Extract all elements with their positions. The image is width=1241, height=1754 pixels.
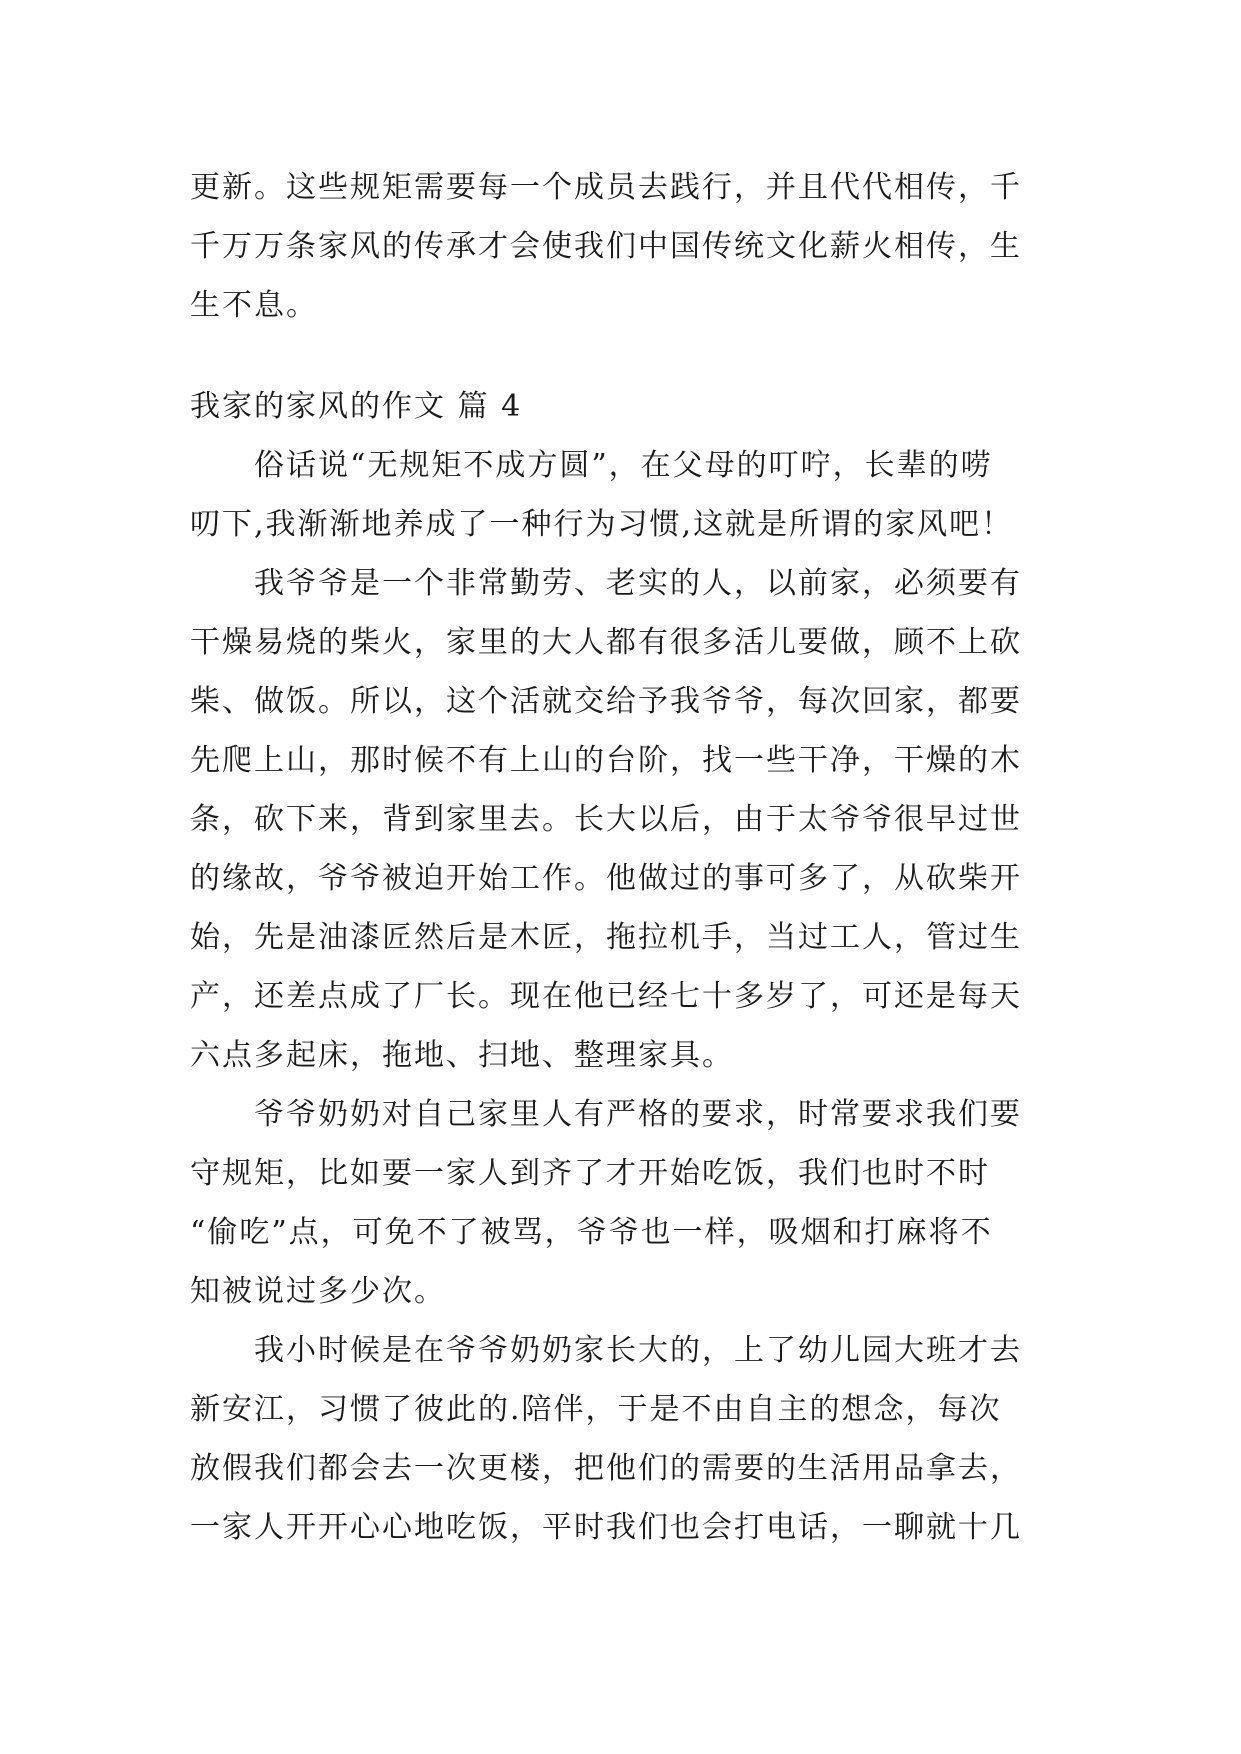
top-paragraph bbox=[190, 158, 1052, 335]
text-line: 我小时候是在爷爷奶奶家长大的，上了幼儿园大班才去 bbox=[254, 1333, 1022, 1368]
text-line: 俗话说“无规矩不成方圆”，在父母的叮咛，长辈的唠 bbox=[254, 448, 993, 483]
text-line: 知被说过多少次。 bbox=[190, 1274, 446, 1309]
text-line: 始，先是油漆匠然后是木匠，拖拉机手，当过工人，管过生 bbox=[190, 920, 1022, 955]
text-line: 我爷爷是一个非常勤劳、老实的人，以前家，必须要有 bbox=[254, 566, 1022, 601]
text-line: 守规矩，比如要一家人到齐了才开始吃饭，我们也时不时 bbox=[190, 1156, 990, 1191]
paragraph bbox=[190, 554, 1052, 1085]
paragraph bbox=[190, 436, 1052, 554]
text-line: 更新。这些规矩需要每一个成员去践行，并且代代相传，千 bbox=[190, 170, 1022, 205]
paragraph bbox=[190, 1085, 1052, 1321]
section-gap bbox=[190, 335, 1052, 377]
text-line: 一家人开开心心地吃饭，平时我们也会打电话，一聊就十几 bbox=[190, 1510, 1022, 1545]
text-line: 条，砍下来，背到家里去。长大以后，由于太爷爷很早过世 bbox=[190, 802, 1022, 837]
text-line: 新安江，习惯了彼此的.陪伴，于是不由自主的想念，每次 bbox=[190, 1392, 1002, 1427]
text-line: 叨下,我渐渐地养成了一种行为习惯,这就是所谓的家风吧！ bbox=[190, 507, 1014, 542]
text-line: 放假我们都会去一次更楼，把他们的需要的生活用品拿去， bbox=[190, 1451, 1022, 1486]
text-line: 六点多起床，拖地、扫地、整理家具。 bbox=[190, 1038, 734, 1073]
text-line: 爷爷奶奶对自己家里人有严格的要求，时常要求我们要 bbox=[254, 1097, 1022, 1132]
paragraph bbox=[190, 1321, 1052, 1557]
document-page bbox=[190, 158, 1052, 1557]
text-line: 先爬上山，那时候不有上山的台阶，找一些干净，干燥的木 bbox=[190, 743, 1022, 778]
section-heading: 我家的家风的作文 篇 4 bbox=[190, 389, 523, 424]
text-line: 千万万条家风的传承才会使我们中国传统文化薪火相传，生 bbox=[190, 229, 1022, 264]
text-line: 生不息。 bbox=[190, 288, 318, 323]
text-line: 柴、做饭。所以，这个活就交给予我爷爷，每次回家，都要 bbox=[190, 684, 1022, 719]
text-line: 产，还差点成了厂长。现在他已经七十多岁了，可还是每天 bbox=[190, 979, 1022, 1014]
text-line: 干燥易烧的柴火，家里的大人都有很多活儿要做，顾不上砍 bbox=[190, 625, 1022, 660]
text-line: 的缘故，爷爷被迫开始工作。他做过的事可多了，从砍柴开 bbox=[190, 861, 1022, 896]
text-line: “偷吃”点，可免不了被骂，爷爷也一样，吸烟和打麻将不 bbox=[190, 1215, 993, 1250]
